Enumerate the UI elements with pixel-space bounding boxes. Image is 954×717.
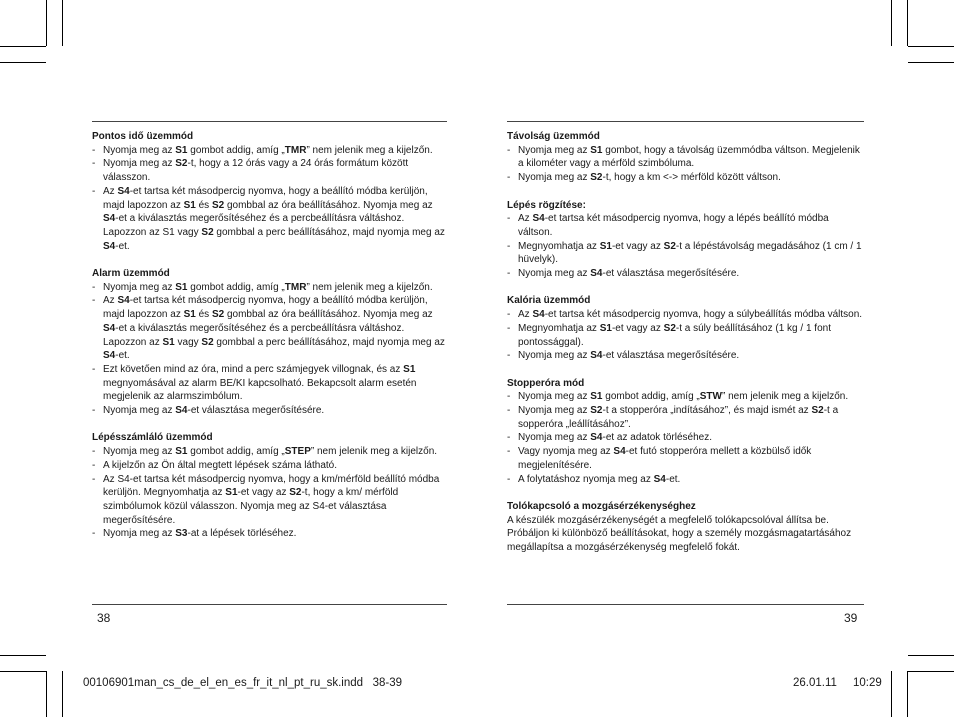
text-run: -t, hogy a 12 órás vagy a 24 órás formátum között válasszon. (103, 158, 409, 184)
section-heading: Kalória üzemmód (507, 295, 591, 307)
crop-mark (0, 46, 46, 47)
text-run: -et vagy az (237, 487, 290, 499)
button-ref: S2 (201, 336, 214, 348)
text-run: Az (518, 309, 533, 321)
text-run: gombbal az óra beállításához. Nyomja meg az (224, 309, 433, 321)
text-run: ” nem jelenik meg a kijelzőn. (306, 144, 433, 156)
text-run: gombbal az óra beállításához. Nyomja meg az (224, 199, 433, 211)
bullet-item (507, 212, 864, 239)
text-run: -et választása megerősítésére. (602, 350, 740, 362)
bullet-item (92, 281, 447, 295)
text-run: és (195, 309, 212, 321)
text-run: Vagy nyomja meg az (518, 446, 614, 458)
section-heading: Tolókapcsoló a mozgásérzékenységhez (507, 500, 696, 512)
crop-mark (891, 0, 892, 46)
text-run: A kijelzőn az Ön által megtett lépések száma látható. (103, 459, 338, 471)
button-ref: TMR (284, 281, 307, 293)
button-ref: S4 (532, 309, 545, 321)
bullet-item (507, 171, 864, 185)
text-run: Nyomja meg az (103, 528, 176, 540)
text-run: A folytatáshoz nyomja meg az (518, 473, 654, 485)
text-run: -t a sopperóra „leállításához”. (518, 405, 839, 430)
text-run: gombot, hogy a távolság üzemmódba váltson. Megjelenik a kilométer vagy a mérföld szimbóluma. (518, 144, 860, 170)
button-ref: S2 (663, 240, 676, 252)
text-run: Nyomja meg az (518, 405, 591, 417)
crop-mark (0, 655, 46, 656)
button-ref: S2 (201, 226, 214, 238)
left-page-content (92, 130, 447, 541)
bullet-item (92, 527, 447, 541)
section-lepesszamlalo-uzemmod (92, 431, 447, 541)
button-ref: S1 (599, 240, 612, 252)
text-run: és (195, 199, 212, 211)
text-run: -et az adatok törléséhez. (602, 432, 712, 444)
section-heading: Lépésszámláló üzemmód (92, 432, 213, 444)
crop-mark (62, 671, 63, 717)
bullet-item (507, 322, 864, 349)
text-run: -et a kiválasztás megerősítéséhez és a percbeállításra váltáshoz. Lapozzon az (103, 322, 405, 348)
text-run: -t a stopperóra „indításához”, és majd ismét az (602, 405, 812, 417)
bullet-item (92, 363, 447, 404)
text-run: Nyomja meg az (103, 405, 176, 417)
text-run: Nyomja meg az (518, 172, 591, 184)
text-run: -et. (115, 350, 130, 362)
button-ref: S4 (590, 350, 603, 362)
button-ref: S3 (175, 528, 188, 540)
crop-mark (46, 671, 47, 717)
text-run: -et futó stopperóra mellett a közbülső idők megjelenítésére. (518, 446, 812, 471)
section-heading: Pontos idő üzemmód (92, 131, 194, 142)
bullet-item (507, 445, 864, 472)
button-ref: S1 (183, 309, 196, 321)
crop-mark (46, 0, 47, 46)
bullet-item (92, 185, 447, 254)
bullet-list (507, 212, 864, 281)
bullet-item (507, 404, 864, 431)
text-run: -t, hogy a km <-> mérföld között váltson. (602, 172, 781, 184)
text-run: gombot addig, amíg „ (187, 144, 285, 156)
text-run: Nyomja meg az (518, 432, 591, 444)
button-ref: TMR (284, 144, 307, 156)
section-heading: Stopperóra mód (507, 377, 585, 389)
button-ref: S4 (117, 295, 130, 307)
text-run: -t, hogy a km/ mérföld szimbólumok közül válasszon. Nyomja meg az S4-et választása megerősítésére. (103, 487, 399, 526)
section-paragraph: A készülék mozgásérzékenységét a megfelelő tolókapcsolóval állítsa be. Próbáljon ki különböző beállításokat, hogy a személy mozgásmagatartásához megállapítsa a mozgásérzékenység megfelelő fokát. (507, 514, 852, 554)
section-tavolsag-uzemmod (507, 130, 864, 185)
button-ref: STEP (284, 446, 311, 458)
text-run: ” nem jelenik meg a kijelzőn. (306, 281, 433, 293)
text-run: Az S4-et tartsa két másodpercig nyomva, hogy a km/mérföld beállító módba kerüljön. Megnyomhatja az (103, 473, 440, 499)
crop-mark (907, 0, 908, 46)
button-ref: S4 (117, 185, 130, 197)
text-run: Az (518, 213, 533, 225)
button-ref: S1 (183, 199, 196, 211)
text-run: Nyomja meg az (518, 268, 591, 280)
button-ref: S1 (162, 336, 175, 348)
bullet-item (507, 240, 864, 267)
section-heading: Lépés rögzítése: (507, 199, 586, 211)
text-run: gombbal a perc beállításához, majd nyomja meg az (213, 336, 445, 348)
left-page-number: 38 (97, 611, 111, 625)
section-heading: Távolság üzemmód (507, 131, 600, 142)
text-run: Nyomja meg az (103, 281, 176, 293)
crop-mark (907, 671, 908, 717)
text-run: gombot addig, amíg „ (187, 446, 285, 458)
text-run: gombbal a perc beállításához, majd nyomja meg az (213, 226, 445, 238)
section-pontos-ido-uzemmod (92, 130, 447, 253)
button-ref: S1 (590, 391, 603, 403)
button-ref: S4 (590, 268, 603, 280)
button-ref: S2 (811, 405, 824, 417)
right-bottom-rule (507, 604, 864, 605)
bullet-list (92, 281, 447, 418)
text-run: gombot addig, amíg „ (187, 281, 285, 293)
crop-mark (0, 671, 46, 672)
bullet-item (507, 308, 864, 322)
bullet-item (507, 431, 864, 445)
footer-filename: 00106901man_cs_de_el_en_es_fr_it_nl_pt_ru_sk.indd 38-39 (83, 677, 403, 689)
button-ref: S2 (211, 309, 225, 321)
crop-mark (891, 671, 892, 717)
text-run: -t a súly beállításához (1 kg / 1 font pontossággal). (518, 322, 831, 348)
crop-mark (0, 62, 46, 63)
text-run: ” nem jelenik meg a kijelzőn. (721, 391, 849, 403)
button-ref: S4 (613, 446, 626, 458)
bullet-list (92, 144, 447, 254)
text-run: -t a lépéstávolság megadásához (1 cm / 1 hüvelyk). (518, 240, 862, 266)
button-ref: S1 (225, 487, 238, 499)
button-ref: S2 (663, 322, 676, 334)
text-run: -et választása megerősítésére. (187, 405, 325, 417)
text-run: Nyomja meg az (518, 391, 591, 403)
bullet-item (507, 390, 864, 404)
bullet-item (507, 267, 864, 281)
crop-mark (62, 0, 63, 46)
button-ref: S4 (590, 432, 603, 444)
button-ref: S2 (289, 487, 302, 499)
button-ref: S1 (403, 363, 416, 375)
bullet-list (92, 445, 447, 541)
text-run: -et a kiválasztás megerősítéséhez és a percbeállításra váltáshoz. Lapozzon az S1 vagy (103, 213, 405, 238)
button-ref: S1 (590, 144, 603, 156)
section-heading: Alarm üzemmód (92, 268, 170, 280)
button-ref: S1 (175, 446, 188, 458)
crop-mark (908, 46, 954, 47)
crop-mark (908, 671, 954, 672)
text-run: Megnyomhatja az (518, 322, 600, 334)
button-ref: S4 (103, 240, 116, 252)
button-ref: S4 (532, 213, 545, 225)
text-run: -et tartsa két másodpercig nyomva, hogy a beállító módba kerüljön, majd lapozzon az (103, 185, 428, 211)
bullet-item (92, 473, 447, 528)
button-ref: S4 (175, 405, 188, 417)
button-ref: S4 (103, 322, 116, 334)
text-run: Ezt követően mind az óra, mind a perc számjegyek villognak, és az (103, 363, 404, 375)
left-top-rule (92, 121, 447, 122)
left-bottom-rule (92, 604, 447, 605)
text-run: Nyomja meg az (518, 144, 591, 156)
bullet-item (507, 144, 864, 171)
bullet-item (92, 294, 447, 363)
section-alarm-uzemmod (92, 267, 447, 418)
footer-time: 10:29 (853, 677, 882, 689)
text-run: Nyomja meg az (103, 446, 176, 458)
bullet-item (92, 445, 447, 459)
text-run: Nyomja meg az (518, 350, 591, 362)
bullet-item (507, 349, 864, 363)
button-ref: S4 (653, 473, 666, 485)
text-run: Az (103, 185, 118, 197)
text-run: -et vagy az (611, 322, 664, 334)
text-run: Nyomja meg az (103, 144, 176, 156)
button-ref: S1 (175, 144, 188, 156)
section-lepes-rogzitese (507, 199, 864, 281)
text-run: Megnyomhatja az (518, 240, 600, 252)
button-ref: S2 (211, 199, 225, 211)
text-run: megnyomásával az alarm BE/KI kapcsolható. Bekapcsolt alarm esetén megjelenik az alarmszimbólum. (103, 377, 417, 403)
crop-mark (908, 655, 954, 656)
bullet-list (507, 308, 864, 363)
text-run: Az (103, 295, 118, 307)
text-run: -et. (665, 473, 681, 485)
right-page-number: 39 (844, 611, 858, 625)
text-run: vagy (174, 336, 202, 348)
text-run: -et választása megerősítésére. (602, 268, 740, 280)
button-ref: S2 (590, 172, 603, 184)
text-run: -at a lépések törléséhez. (187, 528, 297, 540)
button-ref: S2 (590, 405, 603, 417)
button-ref: STW (699, 391, 722, 403)
crop-mark (908, 62, 954, 63)
section-kaloria-uzemmod (507, 294, 864, 363)
text-run: -et tartsa két másodpercig nyomva, hogy a lépés beállító módba váltson. (518, 213, 829, 238)
button-ref: S1 (175, 281, 188, 293)
text-run: Nyomja meg az (103, 158, 176, 170)
bullet-item (92, 157, 447, 184)
right-top-rule (507, 121, 864, 122)
text-run: -et tartsa két másodpercig nyomva, hogy a súlybeállítás módba váltson. (544, 309, 863, 321)
section-tolokapcsolo-a-mozgaserzekenyseghez (507, 500, 864, 555)
text-run: gombot addig, amíg „ (602, 391, 700, 403)
text-run: ” nem jelenik meg a kijelzőn. (310, 446, 438, 458)
button-ref: S1 (599, 322, 612, 334)
bullet-item (507, 473, 864, 487)
right-page-content (507, 130, 864, 555)
button-ref: S4 (103, 350, 116, 362)
button-ref: S2 (175, 158, 188, 170)
text-run: -et tartsa két másodpercig nyomva, hogy a beállító módba kerüljön, majd lapozzon az (103, 295, 428, 321)
bullet-list (507, 390, 864, 486)
text-run: -et. (115, 240, 130, 252)
bullet-item (92, 144, 447, 158)
footer-date: 26.01.11 (793, 677, 837, 689)
button-ref: S4 (103, 213, 116, 225)
bullet-item (92, 459, 447, 473)
bullet-list (507, 144, 864, 185)
bullet-item (92, 404, 447, 418)
text-run: -et vagy az (611, 240, 664, 252)
section-stopperora-mod (507, 377, 864, 487)
